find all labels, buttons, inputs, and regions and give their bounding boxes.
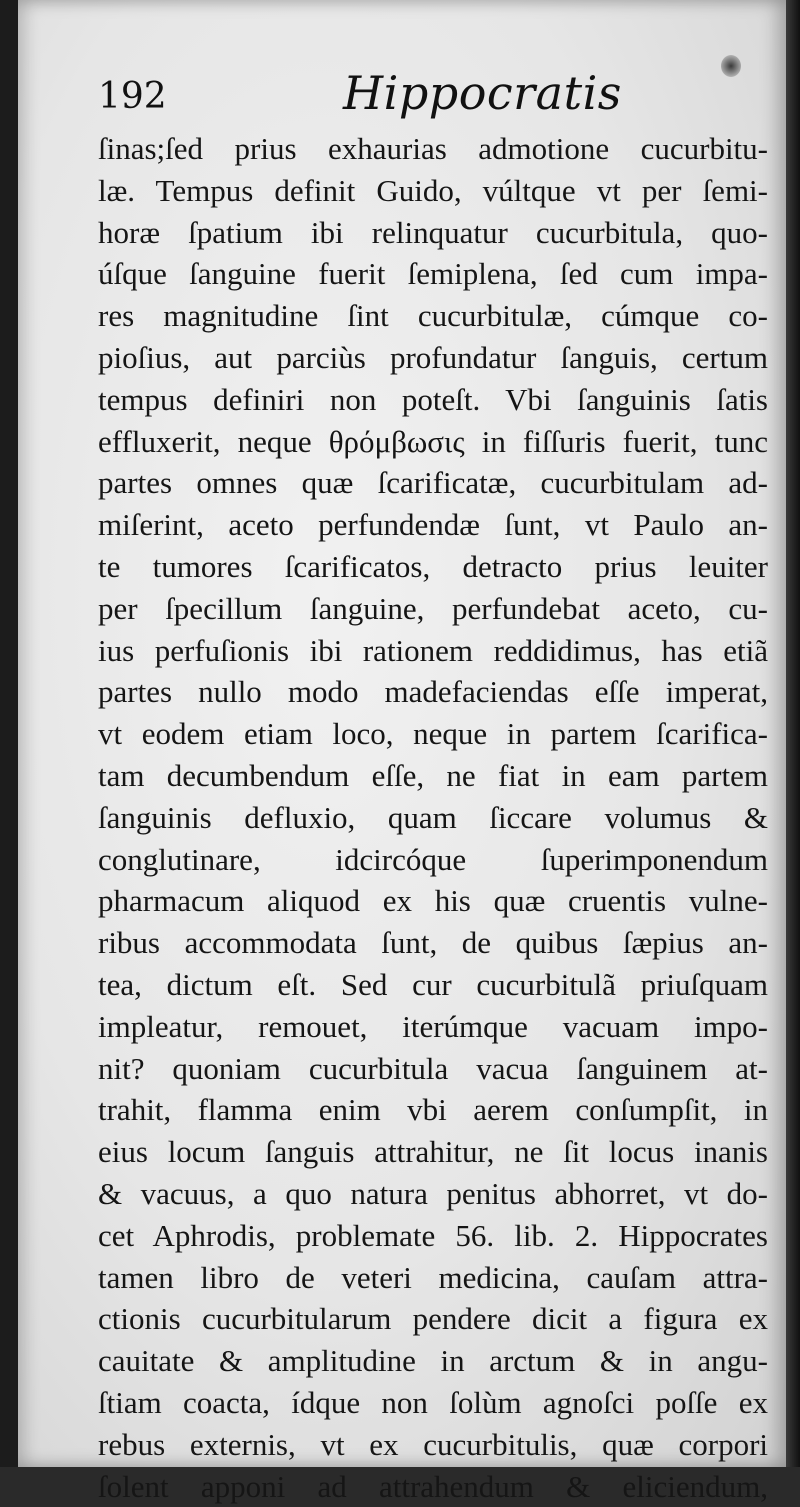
text-line: miſerint, aceto perfundendæ ſunt, vt Paulo an- (98, 504, 768, 546)
page-number: 192 (98, 76, 167, 117)
text-line: ſtiam coacta, ídque non ſolùm agnoſci poſſe ex (98, 1382, 768, 1424)
text-line: úſque ſanguine fuerit ſemiplena, ſed cum impa- (98, 253, 768, 295)
running-head: Hippocratis (343, 66, 622, 120)
text-line: per ſpecillum ſanguine, perfundebat aceto, cu- (98, 588, 768, 630)
text-line: horæ ſpatium ibi relinquatur cucurbitula, quo- (98, 212, 768, 254)
body-text (98, 128, 768, 1507)
text-line: effluxerit, neque θρόμβωσις in fiſſuris fuerit, tunc (98, 421, 768, 463)
text-line: cet Aphrodis, problemate 56. lib. 2. Hippocrates (98, 1215, 768, 1257)
text-line: & vacuus, a quo natura penitus abhorret, vt do- (98, 1173, 768, 1215)
page-edge-shadow (786, 0, 800, 1467)
text-line: vt eodem etiam loco, neque in partem ſcarifica- (98, 713, 768, 755)
text-line: res magnitudine ſint cucurbitulæ, cúmque co- (98, 295, 768, 337)
text-line: ſanguinis defluxio, quam ſiccare volumus & (98, 797, 768, 839)
text-line: ctionis cucurbitularum pendere dicit a figura ex (98, 1298, 768, 1340)
text-line: cauitate & amplitudine in arctum & in angu- (98, 1340, 768, 1382)
text-line: te tumores ſcarificatos, detracto prius leuiter (98, 546, 768, 588)
text-line: ſolent apponi ad attrahendum & eliciendum, (98, 1466, 768, 1507)
page-header (98, 66, 738, 128)
text-line: pioſius, aut parciùs profundatur ſanguis, certum (98, 337, 768, 379)
text-line: læ. Tempus definit Guido, vúltque vt per ſemi- (98, 170, 768, 212)
text-line: tamen libro de veteri medicina, cauſam attra- (98, 1257, 768, 1299)
text-line: tempus definiri non poteſt. Vbi ſanguinis ſatis (98, 379, 768, 421)
text-line: conglutinare, idcircóque ſuperimponendum (98, 839, 768, 881)
text-line: impleatur, remouet, iterúmque vacuam impo- (98, 1006, 768, 1048)
text-line: ius perfuſionis ibi rationem reddidimus, has etiã (98, 630, 768, 672)
text-line: pharmacum aliquod ex his quæ cruentis vulne- (98, 880, 768, 922)
text-line: tea, dictum eſt. Sed cur cucurbitulã priuſquam (98, 964, 768, 1006)
text-line: ſinas;ſed prius exhaurias admotione cucurbitu- (98, 128, 768, 170)
text-line: tam decumbendum eſſe, ne fiat in eam partem (98, 755, 768, 797)
text-line: eius locum ſanguis attrahitur, ne ſit locus inanis (98, 1131, 768, 1173)
text-line: trahit, flamma enim vbi aerem conſumpſit, in (98, 1089, 768, 1131)
text-line: rebus externis, vt ex cucurbitulis, quæ corpori (98, 1424, 768, 1466)
text-line: partes omnes quæ ſcarificatæ, cucurbitulam ad- (98, 462, 768, 504)
text-line: partes nullo modo madefaciendas eſſe imperat, (98, 671, 768, 713)
text-line: nit? quoniam cucurbitula vacua ſanguinem at- (98, 1048, 768, 1090)
text-line: ribus accommodata ſunt, de quibus ſæpius an- (98, 922, 768, 964)
